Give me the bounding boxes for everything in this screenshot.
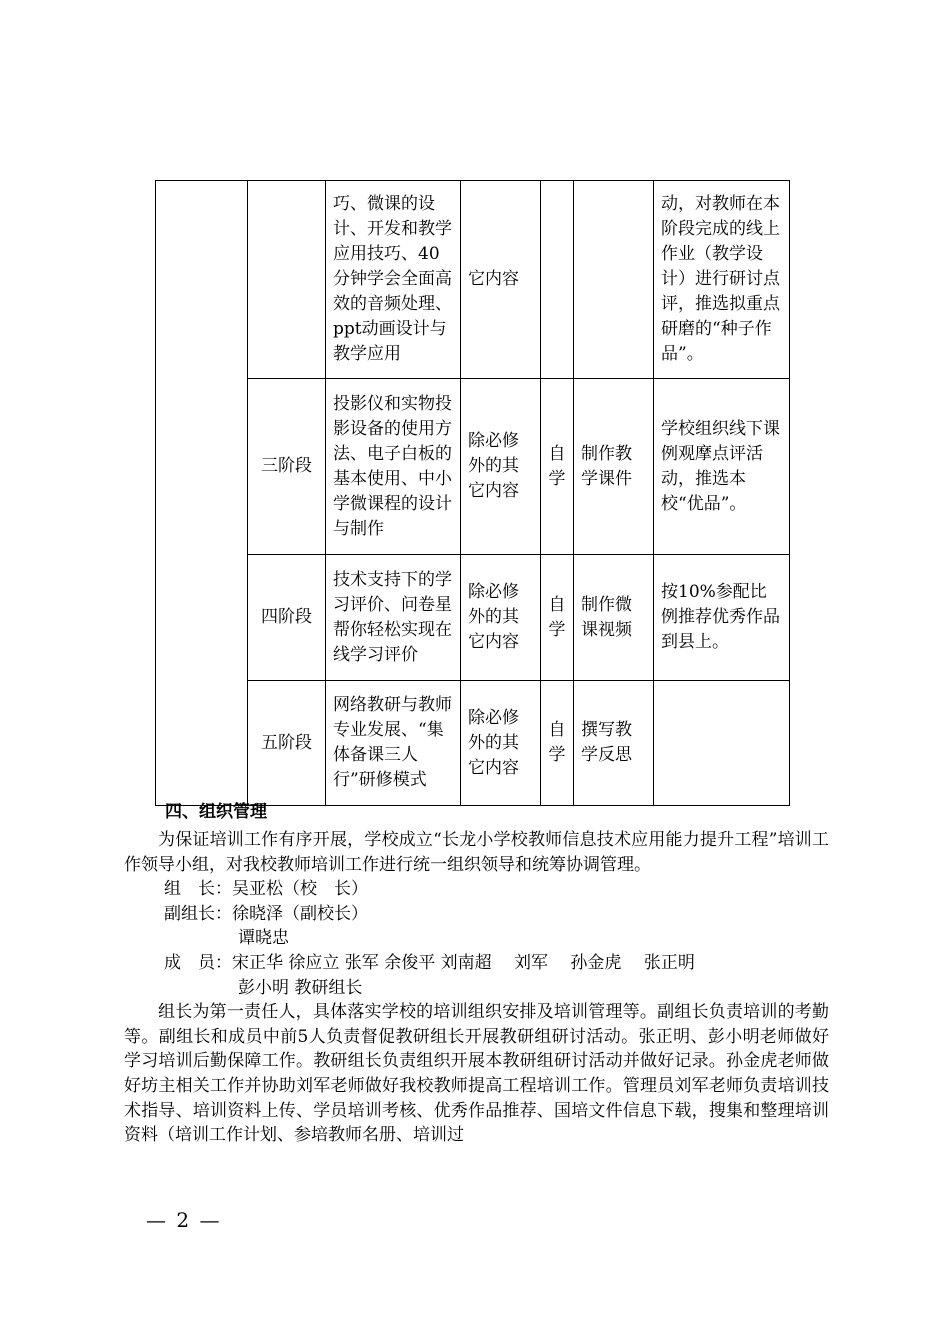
mode-cell: 自学	[541, 379, 574, 555]
stage-cell: 三阶段	[248, 379, 326, 555]
page-number: — 2 —	[146, 1208, 222, 1232]
task-cell: 制作教学课件	[574, 379, 654, 555]
stage-cell	[248, 181, 326, 379]
section-heading: 四、组织管理	[165, 802, 267, 822]
task-cell	[574, 181, 654, 379]
table-row	[156, 555, 790, 681]
training-plan-table	[155, 180, 790, 806]
mode-cell	[541, 181, 574, 379]
scope-cell: 它内容	[461, 181, 541, 379]
deputy-line-2: 谭晓忠	[238, 928, 289, 949]
table-cell-blank	[156, 181, 248, 806]
content-cell: 技术支持下的学习评价、问卷星帮你轻松实现在线学习评价	[326, 555, 461, 681]
activity-cell: 学校组织线下课例观摩点评活动，推选本校“优品”。	[654, 379, 790, 555]
leader-line: 组 长：吴亚松（校 长）	[164, 879, 368, 900]
scope-cell: 除必修外的其它内容	[461, 379, 541, 555]
task-cell: 撰写教学反思	[574, 681, 654, 806]
activity-cell	[654, 681, 790, 806]
content-cell: 巧、微课的设计、开发和教学应用技巧、40分钟学会全面高效的音频处理、ppt动画设计与教学应用	[326, 181, 461, 379]
content-cell: 网络教研与教师专业发展、“集体备课三人行”研修模式	[326, 681, 461, 806]
duties-paragraph: 组长为第一责任人，具体落实学校的培训组织安排及培训管理等。副组长负责培训的考勤等。副组长和成员中前5人负责督促教研组长开展教研组研讨活动。张正明、彭小明老师做好学习培训后勤保障工作。教研组长负责组织开展本教研组研讨活动并做好记录。孙金虎老师做好坊主相关工作并协助刘军老师做好我校教师提高工程培训工作。管理员刘军老师负责培训技术指导、培训资料上传、学员培训考核、优秀作品推荐、国培文件信息下载，搜集和整理培训资料（培训工作计划、参培教师名册、培训过	[124, 1002, 829, 1146]
table-row	[156, 681, 790, 806]
activity-cell: 按10%参配比例推荐优秀作品到县上。	[654, 555, 790, 681]
stage-cell: 五阶段	[248, 681, 326, 806]
content-cell: 投影仪和实物投影设备的使用方法、电子白板的基本使用、中小学微课程的设计与制作	[326, 379, 461, 555]
mode-cell: 自学	[541, 555, 574, 681]
scope-cell: 除必修外的其它内容	[461, 681, 541, 806]
table-row	[156, 379, 790, 555]
intro-paragraph: 为保证培训工作有序开展，学校成立“长龙小学校教师信息技术应用能力提升工程”培训工作领导小组，对我校教师培训工作进行统一组织领导和统筹协调管理。	[124, 830, 829, 875]
table-row	[156, 181, 790, 379]
scope-cell: 除必修外的其它内容	[461, 555, 541, 681]
deputy-line: 副组长：徐晓泽（副校长）	[164, 903, 368, 924]
activity-cell: 动，对教师在本阶段完成的线上作业（教学设计）进行研讨点评，推选拟重点研磨的“种子作品”。	[654, 181, 790, 379]
section-body	[124, 828, 829, 1148]
task-cell: 制作微课视频	[574, 555, 654, 681]
members-line: 成 员：宋正华 徐应立 张军 余俊平 刘南超 刘军 孙金虎 张正明	[164, 952, 695, 973]
members-line-2: 彭小明 教研组长	[238, 977, 363, 998]
mode-cell: 自学	[541, 681, 574, 806]
stage-cell: 四阶段	[248, 555, 326, 681]
